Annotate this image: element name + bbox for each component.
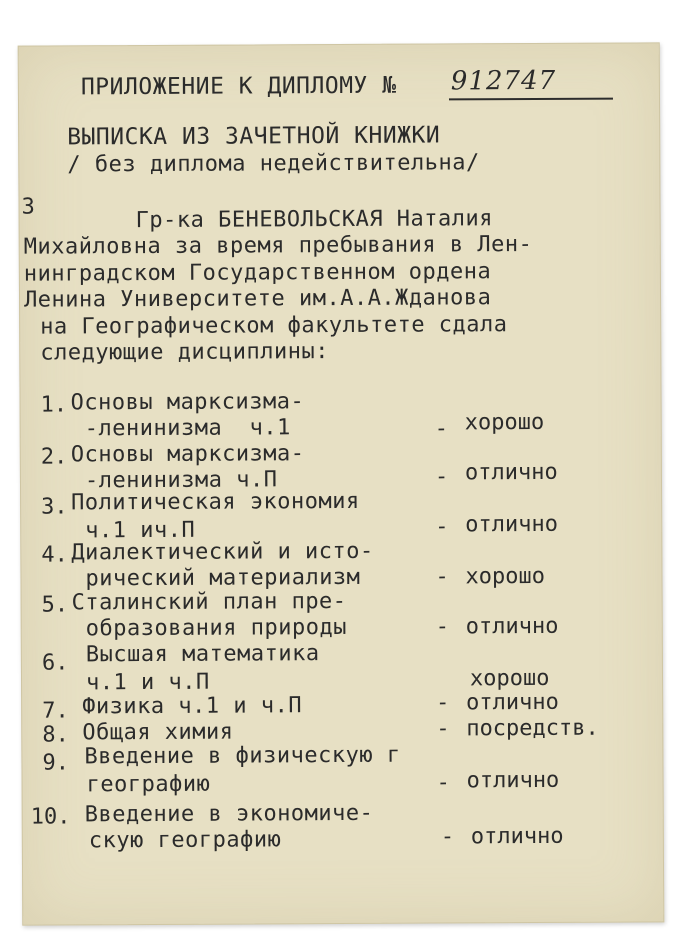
body-line-6: следующие дисциплины: [40,339,330,366]
document-title: ПРИЛОЖЕНИЕ К ДИПЛОМУ № [80,72,397,101]
subject-grade: хорошо [469,665,550,692]
subject-name-cont: рический материализм [85,564,361,592]
subject-dash: - [440,824,455,850]
subject-name-cont: -ленинизма ч.1 [84,415,291,442]
subject-number: 5. [41,592,69,618]
document-page [18,42,665,925]
subject-grade: отлично [464,459,558,486]
subject-number: 4. [41,542,68,568]
subject-grade: отлично [470,823,564,850]
subject-name: Основы марксизма- [70,389,305,416]
subject-name: Политическая экономия [71,488,360,516]
subject-number: 10. [30,804,71,830]
body-line-1: Гр-ка БЕНЕВОЛЬСКАЯ Наталия [135,206,494,234]
document-subtitle: ВЫПИСКА ИЗ ЗАЧЕТНОЙ КНИЖКИ [67,122,441,151]
subject-grade: отлично [465,511,558,538]
subject-number: 2. [40,444,68,470]
subject-number: 1. [40,392,68,418]
subject-name: Основы марксизма- [70,441,305,468]
subject-name: Диалектический и исто- [71,538,374,566]
subject-number: 8. [42,722,69,748]
subject-name-cont: -ленинизма ч.П [84,467,278,494]
subject-dash: - [434,416,449,442]
subject-dash: - [435,514,449,540]
subject-name: Введение в физическую г [84,742,401,770]
subject-grade: отлично [466,767,560,794]
subject-dash: - [436,770,450,796]
subject-name-cont: ч.1 и ч.П [85,669,210,696]
subject-grade: хорошо [465,563,546,590]
subject-dash: - [435,614,450,640]
subject-grade: отлично [466,689,559,716]
subject-number: 6. [41,650,69,676]
subject-name-cont: ч.1 ич.П [85,517,196,544]
subject-dash: - [434,464,449,490]
body-line-3: нинградском Государственном ордена [23,259,492,287]
subject-name: Сталинский план пре- [71,588,347,616]
body-line-4: Ленина Университете им.А.А.Жданова [23,285,492,313]
subject-name: Физика ч.1 и ч.П [82,693,303,720]
diploma-number: 912747 [450,65,557,97]
subject-grade: посредств. [466,715,599,742]
body-line-5: на Географическом факультете сдала [40,312,508,340]
subject-name-cont: образования природы [85,614,347,642]
subject-name: Высшая математика [85,641,320,668]
subject-grade: отлично [465,613,559,640]
subject-number: 7. [42,698,69,724]
subject-dash: - [436,690,450,716]
margin-mark: 3 [21,194,36,220]
subject-name: Введение в экономиче- [84,800,374,828]
subject-grade: хорошо [464,409,545,436]
subject-number: 3. [41,494,68,520]
subject-dash: - [435,564,449,590]
subject-name-cont: скую географию [88,827,282,854]
body-line-2: Михайловна за время пребывания в Лен- [23,231,533,260]
subject-name-cont: географию [86,771,211,798]
validity-note: / без диплома недействительна/ [67,150,480,178]
subject-dash: - [436,716,450,742]
subject-number: 9. [42,750,70,776]
diploma-number-underline [449,98,613,101]
subject-name: Общая химия [82,719,234,746]
